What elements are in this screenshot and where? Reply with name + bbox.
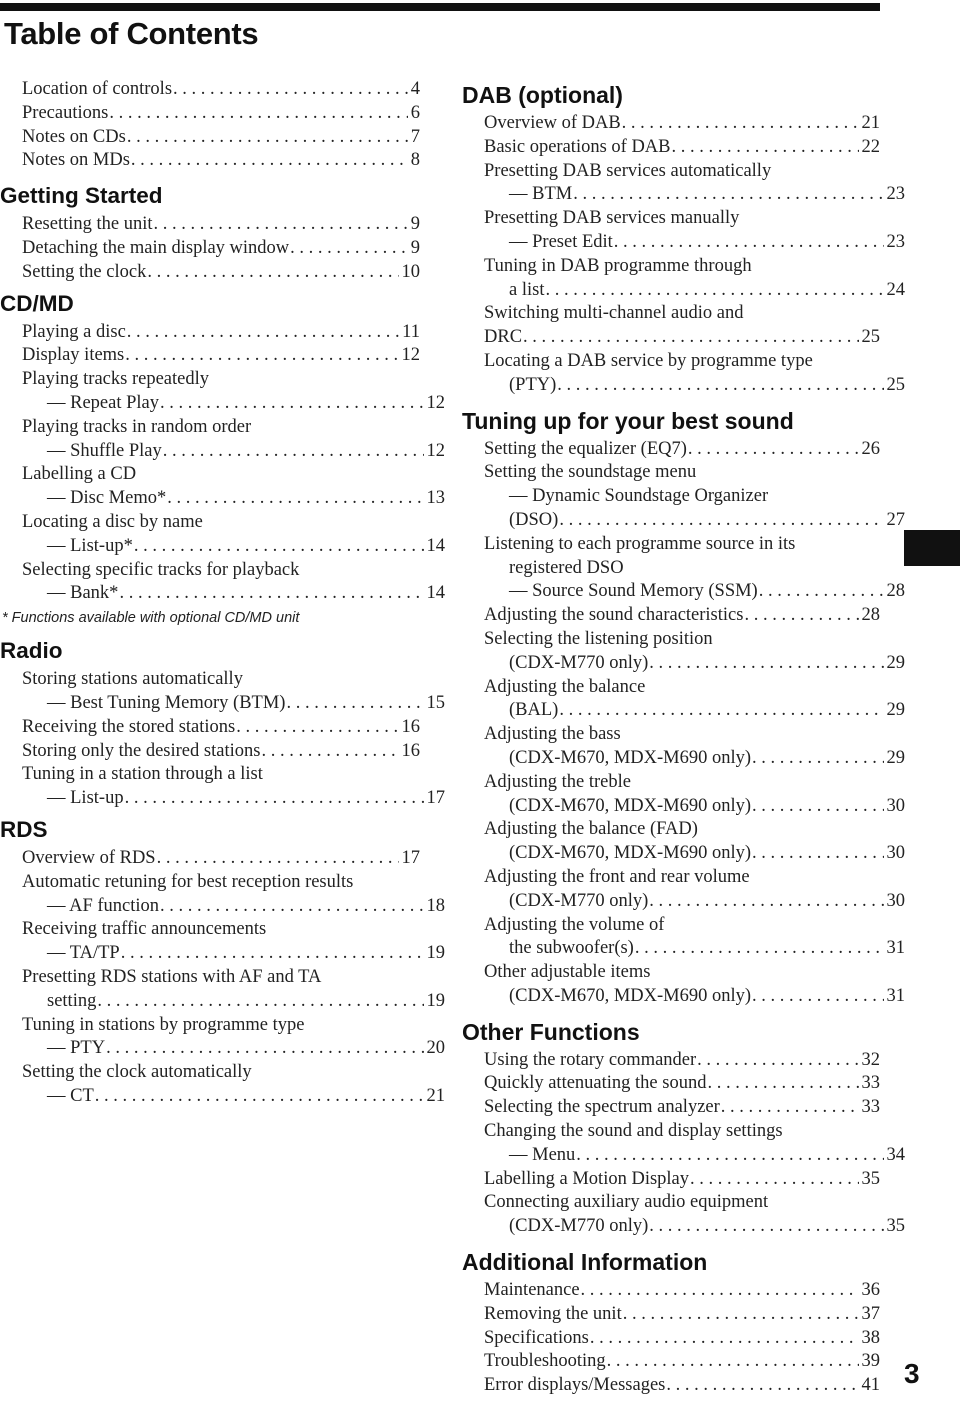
toc-entry-title: DRC (484, 327, 523, 348)
toc-page-number: 12 (426, 440, 445, 461)
section-tab-marker (904, 530, 960, 566)
toc-page-number: 14 (426, 535, 445, 556)
toc-entry-title: (CDX-M770 only) (509, 890, 649, 911)
toc-entry[interactable] (484, 1303, 880, 1327)
toc-entry[interactable] (22, 1037, 445, 1061)
toc-entry-title: — AF function (47, 895, 160, 916)
toc-entry-line: registered DSO (509, 557, 624, 578)
toc-entry-title: Overview of RDS (22, 847, 156, 868)
dot-leader (581, 1279, 859, 1303)
toc-entry-line: Adjusting the volume of (484, 914, 665, 935)
toc-entry-line: Adjusting the front and rear volume (484, 866, 750, 887)
toc-entry-line: Tuning in DAB programme through (484, 255, 752, 276)
toc-entry-line: Changing the sound and display settings (484, 1121, 783, 1142)
toc-page-number: 36 (861, 1280, 880, 1301)
dot-leader (160, 895, 423, 919)
toc-page-number: 20 (426, 1038, 445, 1059)
toc-entry-title: — CT (47, 1085, 94, 1106)
toc-page-number: 32 (861, 1049, 880, 1070)
toc-entry[interactable] (484, 747, 905, 771)
toc-entry-line: Presetting DAB services manually (484, 208, 740, 229)
toc-entry[interactable] (484, 1374, 880, 1398)
toc-page-number: 30 (886, 795, 905, 816)
toc-page-number: 37 (861, 1303, 880, 1324)
toc-entry[interactable] (484, 1279, 880, 1303)
toc-page-number: 39 (861, 1351, 880, 1372)
dot-leader (121, 942, 424, 966)
dot-leader (127, 126, 408, 150)
footnote: * Functions available with optional CD/MD unit (2, 610, 300, 627)
toc-page-number: 7 (410, 126, 420, 147)
dot-leader (672, 136, 859, 160)
toc-entry[interactable] (484, 1215, 905, 1239)
toc-entry-title: Basic operations of DAB (484, 136, 671, 157)
toc-page-number: 25 (886, 374, 905, 395)
toc-entry-line: Automatic retuning for best reception results (22, 871, 354, 892)
toc-entry[interactable] (484, 326, 880, 350)
toc-page-number: 18 (426, 895, 445, 916)
toc-entry-line: Locating a DAB service by programme type (484, 350, 813, 371)
dot-leader (109, 102, 407, 126)
toc-entry-title: (DSO) (509, 509, 559, 530)
toc-entry-title: Selecting the spectrum analyzer (484, 1097, 720, 1118)
dot-leader (759, 580, 884, 604)
page-title: Table of Contents (4, 16, 259, 51)
toc-entry[interactable] (484, 374, 905, 398)
toc-entry[interactable] (22, 535, 445, 559)
toc-page-number: 35 (861, 1168, 880, 1189)
toc-entry[interactable] (22, 990, 445, 1014)
toc-entry-line: Adjusting the balance (484, 676, 646, 697)
toc-entry-title: Receiving the stored stations (22, 716, 236, 737)
toc-entry[interactable] (22, 716, 420, 740)
toc-entry-title: Using the rotary commander (484, 1049, 697, 1070)
toc-entry-line: Other adjustable items (484, 962, 651, 983)
toc-entry-title: Playing a disc (22, 321, 126, 342)
dot-leader (752, 842, 883, 866)
toc-page-number: 8 (410, 150, 420, 171)
toc-entry[interactable] (484, 890, 905, 914)
toc-entry-title: (CDX-M670, MDX-M690 only) (509, 985, 752, 1006)
toc-entry-title: Setting the clock (22, 261, 147, 282)
toc-entry-line: Selecting the listening position (484, 628, 713, 649)
toc-entry[interactable] (22, 344, 420, 368)
toc-entry[interactable] (22, 102, 420, 126)
toc-entry-line: Tuning in a station through a list (22, 764, 263, 785)
dot-leader (559, 509, 883, 533)
toc-page-number: 15 (426, 692, 445, 713)
toc-entry-title: — Disc Memo* (47, 488, 167, 509)
toc-entry[interactable] (22, 392, 445, 416)
toc-entry-title: — Best Tuning Memory (BTM) (47, 692, 286, 713)
toc-page-number: 14 (426, 583, 445, 604)
toc-entry-title: — TA/TP (47, 943, 120, 964)
toc-entry[interactable] (484, 699, 905, 723)
toc-entry[interactable] (484, 580, 905, 604)
toc-entry[interactable] (484, 985, 905, 1009)
dot-leader (157, 847, 399, 871)
dot-leader (576, 1144, 883, 1168)
dot-leader (752, 985, 883, 1009)
dot-leader (707, 1072, 858, 1096)
toc-page-number: 12 (426, 392, 445, 413)
toc-entry[interactable] (484, 183, 905, 207)
toc-page-number: 4 (410, 79, 420, 99)
dot-leader (649, 890, 883, 914)
dot-leader (666, 1374, 858, 1398)
toc-page-number: 30 (886, 890, 905, 911)
toc-entry-line: Presetting RDS stations with AF and TA (22, 966, 322, 987)
dot-leader (744, 604, 858, 628)
toc-entry-title: — Shuffle Play (47, 440, 162, 461)
toc-entry[interactable] (22, 126, 420, 150)
section-heading: RDS (0, 816, 48, 842)
dot-leader (173, 78, 408, 102)
toc-page-number: 28 (861, 605, 880, 626)
toc-entry[interactable] (22, 847, 420, 871)
toc-entry-title: Quickly attenuating the sound (484, 1073, 707, 1094)
toc-entry-line: Connecting auxiliary audio equipment (484, 1192, 769, 1213)
dot-leader (721, 1096, 859, 1120)
toc-entry[interactable] (22, 321, 420, 345)
toc-entry-line: Adjusting the balance (FAD) (484, 819, 698, 840)
dot-leader (622, 112, 859, 136)
toc-entry-title: Resetting the unit (22, 214, 153, 235)
toc-entry[interactable] (22, 692, 445, 716)
toc-entry-title: — Bank* (47, 583, 119, 604)
toc-entry-title: (CDX-M670, MDX-M690 only) (509, 843, 752, 864)
toc-entry[interactable] (484, 112, 880, 136)
toc-page-number: 35 (886, 1216, 905, 1237)
toc-page-number: 41 (861, 1375, 880, 1396)
section-heading: Radio (0, 638, 63, 664)
dot-leader (127, 321, 399, 345)
section-heading: Additional Information (462, 1249, 708, 1276)
toc-page-number: 38 (861, 1327, 880, 1348)
toc-entry[interactable] (484, 509, 905, 533)
toc-entry-title: — PTY (47, 1038, 106, 1059)
toc-page-number: 26 (861, 438, 880, 459)
toc-page-number: 33 (861, 1097, 880, 1118)
toc-entry-title: Specifications (484, 1327, 589, 1348)
toc-entry-line: Receiving traffic announcements (22, 919, 267, 940)
dot-leader (236, 716, 398, 740)
toc-entry-line: Adjusting the bass (484, 724, 621, 745)
toc-entry[interactable] (22, 740, 420, 764)
toc-entry-title: (CDX-M670, MDX-M690 only) (509, 747, 752, 768)
dot-leader (752, 747, 883, 771)
toc-page-number: 12 (401, 345, 420, 366)
toc-page-number: 10 (401, 261, 420, 282)
toc-entry[interactable] (22, 78, 420, 102)
toc-entry[interactable] (484, 1168, 880, 1192)
toc-page-number: 16 (401, 716, 420, 737)
toc-entry-title: Location of controls (22, 79, 173, 99)
toc-page-number: 9 (410, 214, 420, 235)
toc-entry-title: — BTM (509, 184, 573, 205)
toc-entry[interactable] (484, 937, 905, 961)
dot-leader (649, 1215, 883, 1239)
toc-entry[interactable] (484, 842, 905, 866)
dot-leader (167, 487, 423, 511)
toc-page-number: 21 (426, 1085, 445, 1106)
toc-entry-title: — List-up* (47, 535, 133, 556)
toc-entry-line: Tuning in stations by programme type (22, 1014, 305, 1035)
dot-leader (261, 740, 398, 764)
toc-entry-line: Playing tracks in random order (22, 416, 252, 437)
toc-entry-title: Removing the unit (484, 1303, 622, 1324)
toc-entry[interactable] (484, 1350, 880, 1374)
toc-page-number: 24 (886, 279, 905, 300)
toc-entry-title: a list (509, 279, 545, 300)
toc-entry[interactable] (484, 795, 905, 819)
dot-leader (286, 692, 423, 716)
toc-page-number: 31 (886, 985, 905, 1006)
toc-entry[interactable] (484, 231, 905, 255)
toc-entry[interactable] (22, 1085, 445, 1109)
toc-entry[interactable] (22, 787, 445, 811)
toc-entry-title: Overview of DAB (484, 113, 621, 133)
toc-entry-title: (BAL) (509, 700, 559, 721)
toc-entry-title: Error displays/Messages (484, 1375, 666, 1396)
toc-entry-title: setting (47, 990, 97, 1011)
toc-entry-title: (CDX-M670, MDX-M690 only) (509, 795, 752, 816)
toc-entry[interactable] (22, 582, 445, 606)
toc-entry-line: Locating a disc by name (22, 511, 203, 532)
toc-page-number: 19 (426, 943, 445, 964)
dot-leader (623, 1303, 859, 1327)
toc-page-number: 19 (426, 990, 445, 1011)
toc-entry-title: Notes on MDs (22, 150, 130, 171)
dot-leader (545, 279, 883, 303)
toc-entry[interactable] (22, 213, 420, 237)
toc-entry-title: Notes on CDs (22, 126, 126, 147)
dot-leader (125, 787, 424, 811)
toc-entry-title: Maintenance (484, 1280, 580, 1301)
toc-entry-title: — List-up (47, 788, 124, 809)
toc-entry[interactable] (22, 440, 445, 464)
toc-page-number: 31 (886, 938, 905, 959)
toc-entry-line: Adjusting the treble (484, 771, 631, 792)
dot-leader (134, 535, 424, 559)
toc-entry-title: (CDX-M770 only) (509, 1216, 649, 1237)
toc-page-number: 23 (886, 184, 905, 205)
dot-leader (290, 237, 408, 261)
toc-page-number: 9 (410, 237, 420, 258)
toc-entry-title: Precautions (22, 102, 109, 123)
left-column (0, 78, 445, 1109)
toc-page-number: 23 (886, 231, 905, 252)
top-rule (0, 3, 880, 11)
toc-entry-line: Listening to each programme source in its (484, 533, 796, 554)
page-number: 3 (904, 1358, 920, 1389)
toc-entry-line: Setting the soundstage menu (484, 462, 697, 483)
toc-entry[interactable] (22, 487, 445, 511)
section-heading: Tuning up for your best sound (462, 407, 794, 434)
toc-entry-line: Playing tracks repeatedly (22, 369, 209, 390)
toc-entry-line: Setting the clock automatically (22, 1062, 252, 1083)
toc-entry-line: — Dynamic Soundstage Organizer (509, 486, 769, 507)
toc-entry-title: Storing only the desired stations (22, 740, 261, 761)
toc-entry[interactable] (22, 895, 445, 919)
toc-entry-title: (PTY) (509, 374, 557, 395)
toc-entry-line: Presetting DAB services automatically (484, 160, 772, 181)
toc-entry[interactable] (484, 438, 880, 462)
dot-leader (154, 213, 408, 237)
toc-entry-title: Adjusting the sound characteristics (484, 605, 744, 626)
toc-page-number: 21 (861, 113, 880, 133)
toc-entry[interactable] (484, 1072, 880, 1096)
dot-leader (752, 795, 883, 819)
toc-entry-title: Setting the equalizer (EQ7) (484, 438, 687, 459)
dot-leader (688, 438, 859, 462)
toc-page-number: 30 (886, 843, 905, 864)
toc-entry-line: Switching multi-channel audio and (484, 303, 744, 324)
dot-leader (614, 231, 884, 255)
section-heading: Other Functions (462, 1018, 640, 1045)
toc-page-number: 33 (861, 1073, 880, 1094)
toc-page-number: 29 (886, 700, 905, 721)
toc-entry[interactable] (22, 261, 420, 285)
dot-leader (95, 1085, 424, 1109)
right-column (462, 78, 905, 1398)
toc-entry-line: Selecting specific tracks for playback (22, 559, 300, 580)
section-heading: Getting Started (0, 183, 163, 209)
dot-leader (119, 582, 423, 606)
toc-page-number: 34 (886, 1144, 905, 1165)
dot-leader (590, 1327, 859, 1351)
dot-leader (635, 937, 884, 961)
dot-leader (97, 990, 423, 1014)
toc-entry-title: (CDX-M770 only) (509, 652, 649, 673)
dot-leader (573, 183, 883, 207)
dot-leader (131, 149, 408, 173)
dot-leader (163, 440, 424, 464)
toc-entry-line: Storing stations automatically (22, 669, 243, 690)
toc-entry-title: the subwoofer(s) (509, 938, 634, 959)
toc-entry-title: — Source Sound Memory (SSM) (509, 581, 758, 602)
toc-page-number: 17 (401, 847, 420, 868)
toc-entry[interactable] (484, 1049, 880, 1073)
toc-page-number: 13 (426, 488, 445, 509)
toc-entry-title: Labelling a Motion Display (484, 1168, 690, 1189)
toc-entry-title: Display items (22, 345, 125, 366)
toc-entry-line: Labelling a CD (22, 464, 137, 485)
toc-entry-title: — Preset Edit (509, 231, 613, 252)
dot-leader (523, 326, 858, 350)
dot-leader (690, 1168, 858, 1192)
toc-entry[interactable] (22, 237, 420, 261)
toc-page-number: 6 (410, 102, 420, 123)
section-heading: DAB (optional) (462, 82, 623, 108)
toc-entry[interactable] (484, 604, 880, 628)
toc-page-number: 11 (402, 321, 420, 342)
toc-entry[interactable] (484, 279, 905, 303)
dot-leader (697, 1049, 858, 1073)
toc-page-number: 16 (401, 740, 420, 761)
dot-leader (160, 392, 423, 416)
toc-entry-title: — Menu (509, 1144, 576, 1165)
toc-page-number: 29 (886, 747, 905, 768)
dot-leader (125, 344, 398, 368)
section-heading: CD/MD (0, 290, 74, 316)
toc-entry[interactable] (484, 136, 880, 160)
dot-leader (147, 261, 398, 285)
toc-entry[interactable] (484, 1144, 905, 1168)
toc-page-number: 28 (886, 581, 905, 602)
toc-page-number: 22 (861, 136, 880, 157)
toc-entry[interactable] (484, 1327, 880, 1351)
toc-entry[interactable] (22, 149, 420, 173)
toc-entry[interactable] (22, 942, 445, 966)
toc-entry[interactable] (484, 1096, 880, 1120)
toc-page-number: 29 (886, 652, 905, 673)
toc-entry-title: — Repeat Play (47, 392, 160, 413)
toc-entry-title: Troubleshooting (484, 1351, 606, 1372)
toc-page-number: 27 (886, 509, 905, 530)
toc-entry-title: Detaching the main display window (22, 237, 290, 258)
dot-leader (559, 699, 883, 723)
dot-leader (649, 652, 883, 676)
dot-leader (557, 374, 883, 398)
dot-leader (607, 1350, 859, 1374)
toc-entry[interactable] (484, 652, 905, 676)
dot-leader (106, 1037, 423, 1061)
toc-page-number: 25 (861, 327, 880, 348)
toc-page-number: 17 (426, 788, 445, 809)
